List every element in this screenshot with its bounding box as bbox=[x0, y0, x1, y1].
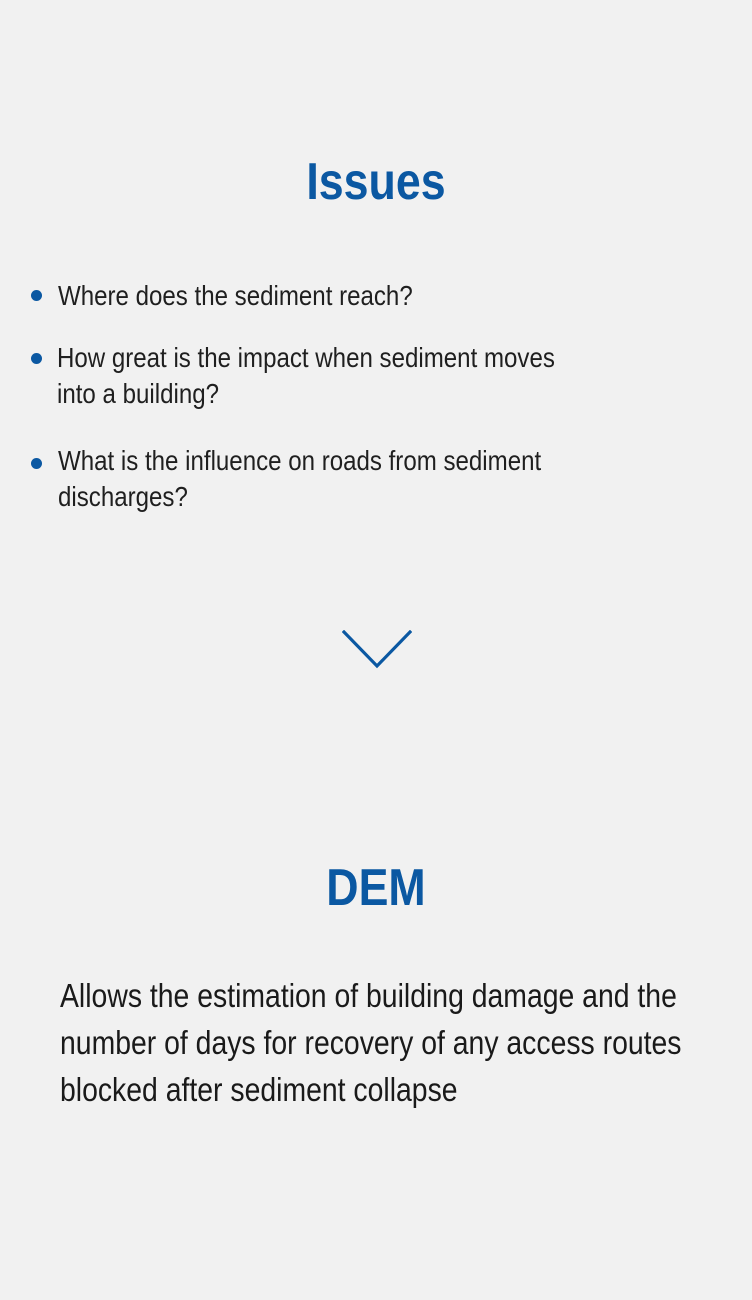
issue-text: How great is the impact when sediment moves into a building? bbox=[57, 342, 555, 409]
dem-description: Allows the estimation of building damage and the number of days for recovery of any access routes blocked after sediment collapse bbox=[60, 977, 682, 1108]
dem-title: DEM bbox=[326, 859, 426, 917]
issue-text: What is the influence on roads from sediment discharges? bbox=[58, 445, 542, 512]
issue-text: Where does the sediment reach? bbox=[58, 280, 413, 311]
bullet-icon bbox=[31, 353, 42, 364]
chevron-down-icon bbox=[342, 630, 412, 670]
issues-title: Issues bbox=[306, 153, 446, 211]
bullet-icon bbox=[31, 458, 42, 469]
bullet-icon bbox=[31, 290, 42, 301]
